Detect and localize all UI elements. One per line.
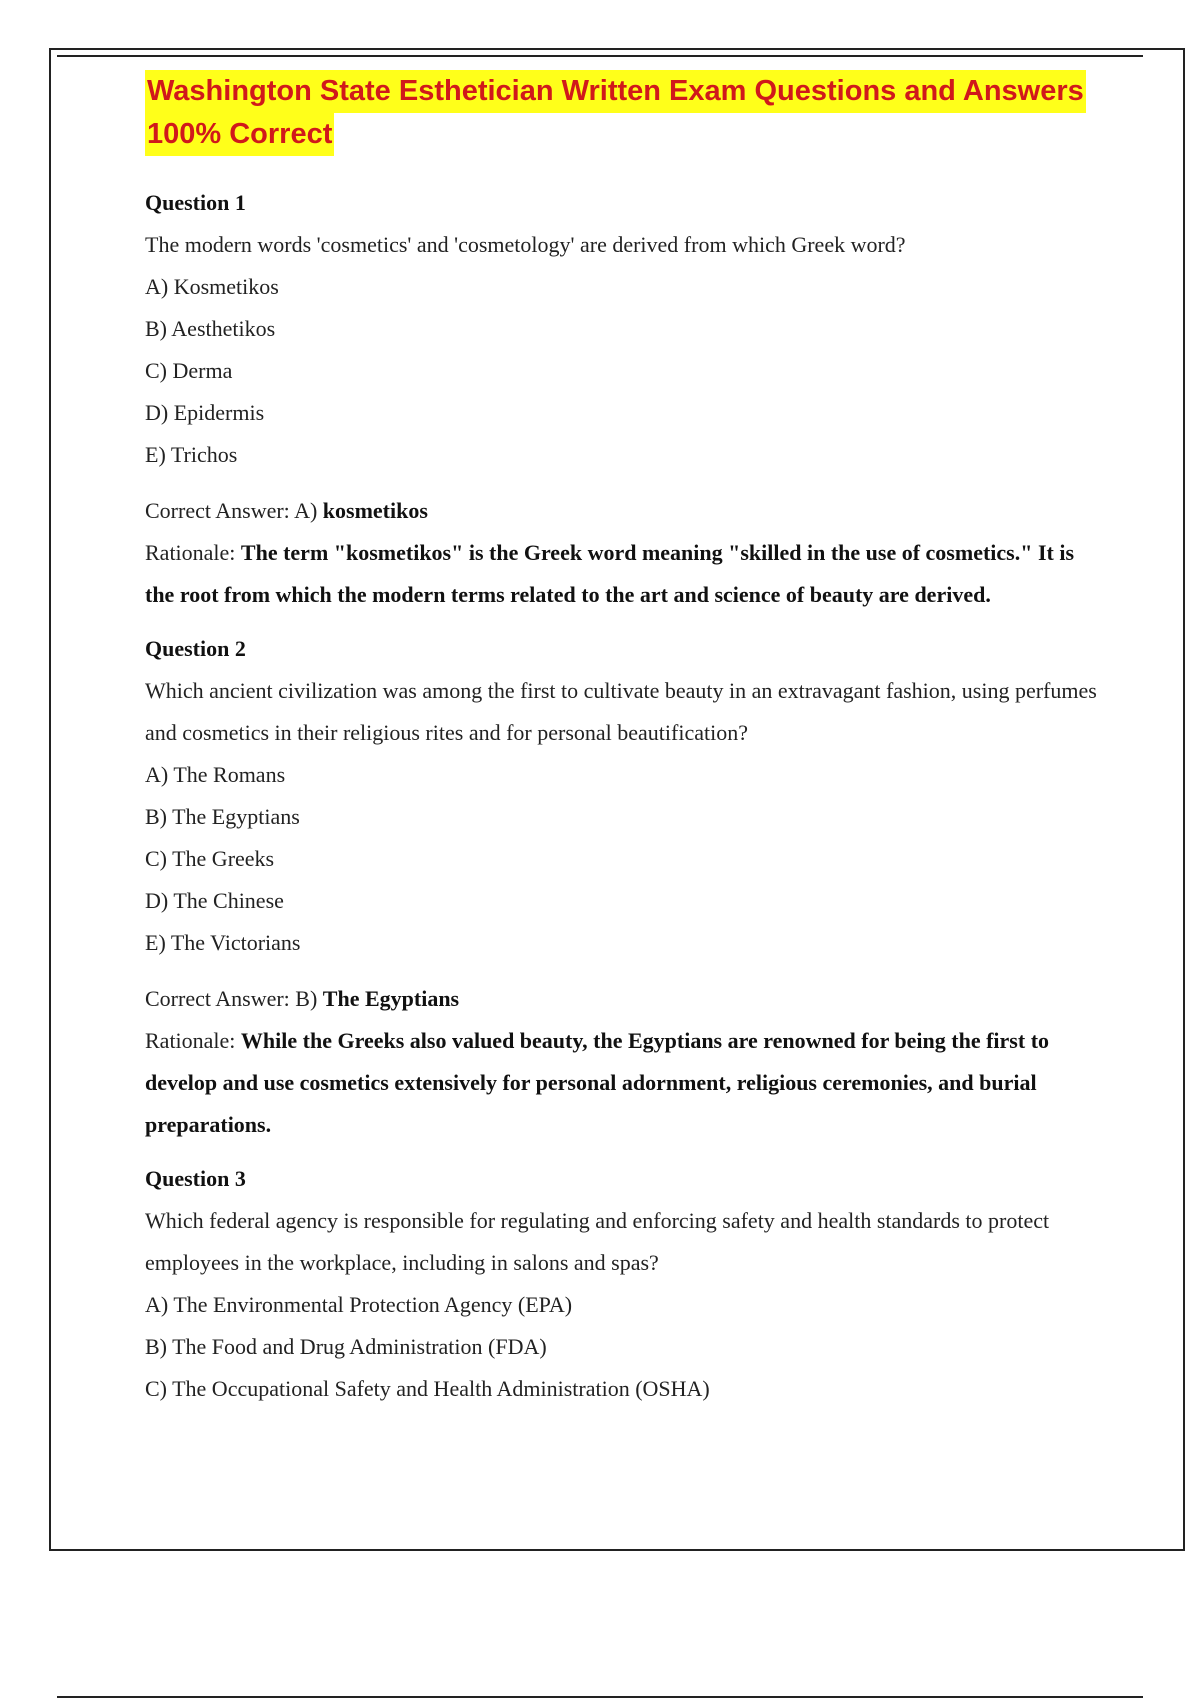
answer-block xyxy=(145,490,1105,616)
question-block xyxy=(145,1158,1105,1410)
option-item: C) The Greeks xyxy=(145,846,275,871)
rationale-text: The term "kosmetikos" is the Greek word meaning "skilled in the use of cosmetics." It is the root from which the modern terms related to the art and science of beauty are derived. xyxy=(145,540,1074,607)
question-block xyxy=(145,628,1105,1146)
question-heading: Question 3 xyxy=(145,1166,246,1191)
answer-value: kosmetikos xyxy=(322,498,428,523)
question-stem: The modern words 'cosmetics' and 'cosmetology' are derived from which Greek word? xyxy=(145,232,906,257)
answer-value: The Egyptians xyxy=(322,986,460,1011)
question-stem: Which ancient civilization was among the first to cultivate beauty in an extravagant fashion, using perfumes and cosmetics in their religious rites and for personal beautification? xyxy=(145,678,1097,745)
bottom-rule xyxy=(57,1696,1143,1698)
title-line-1: Washington State Esthetician Written Exam Questions and Answers xyxy=(145,70,1086,113)
answer-label: Correct Answer: B) xyxy=(145,986,323,1011)
option-item: D) Epidermis xyxy=(145,400,265,425)
option-item: A) Kosmetikos xyxy=(145,274,279,299)
document-content xyxy=(145,70,1105,1422)
question-block xyxy=(145,182,1105,616)
option-item: E) The Victorians xyxy=(145,930,301,955)
title-line-2: 100% Correct xyxy=(145,113,334,156)
option-item: C) The Occupational Safety and Health Administration (OSHA) xyxy=(145,1376,710,1401)
option-item: A) The Romans xyxy=(145,762,286,787)
option-item: D) The Chinese xyxy=(145,888,284,913)
answer-block xyxy=(145,978,1105,1146)
option-item: C) Derma xyxy=(145,358,233,383)
correct-answer xyxy=(145,490,1105,532)
document-title xyxy=(145,70,1105,156)
rationale-text: While the Greeks also valued beauty, the Egyptians are renowned for being the first to develop and use cosmetics extensively for personal adornment, religious ceremonies, and burial preparations. xyxy=(145,1028,1050,1137)
option-item: E) Trichos xyxy=(145,442,238,467)
question-stem: Which federal agency is responsible for regulating and enforcing safety and health standards to protect employees in the workplace, including in salons and spas? xyxy=(145,1208,1050,1275)
answer-label: Correct Answer: A) xyxy=(145,498,323,523)
options-list xyxy=(145,266,1105,476)
question-heading: Question 2 xyxy=(145,636,246,661)
option-item: B) The Food and Drug Administration (FDA) xyxy=(145,1334,547,1359)
option-item: B) The Egyptians xyxy=(145,804,300,829)
question-heading: Question 1 xyxy=(145,190,246,215)
correct-answer xyxy=(145,978,1105,1020)
rationale-label: Rationale: xyxy=(145,540,241,565)
rationale xyxy=(145,1020,1105,1146)
options-list xyxy=(145,1284,1105,1410)
option-item: B) Aesthetikos xyxy=(145,316,276,341)
rationale-label: Rationale: xyxy=(145,1028,241,1053)
rationale xyxy=(145,532,1105,616)
options-list xyxy=(145,754,1105,964)
option-item: A) The Environmental Protection Agency (EPA) xyxy=(145,1292,573,1317)
